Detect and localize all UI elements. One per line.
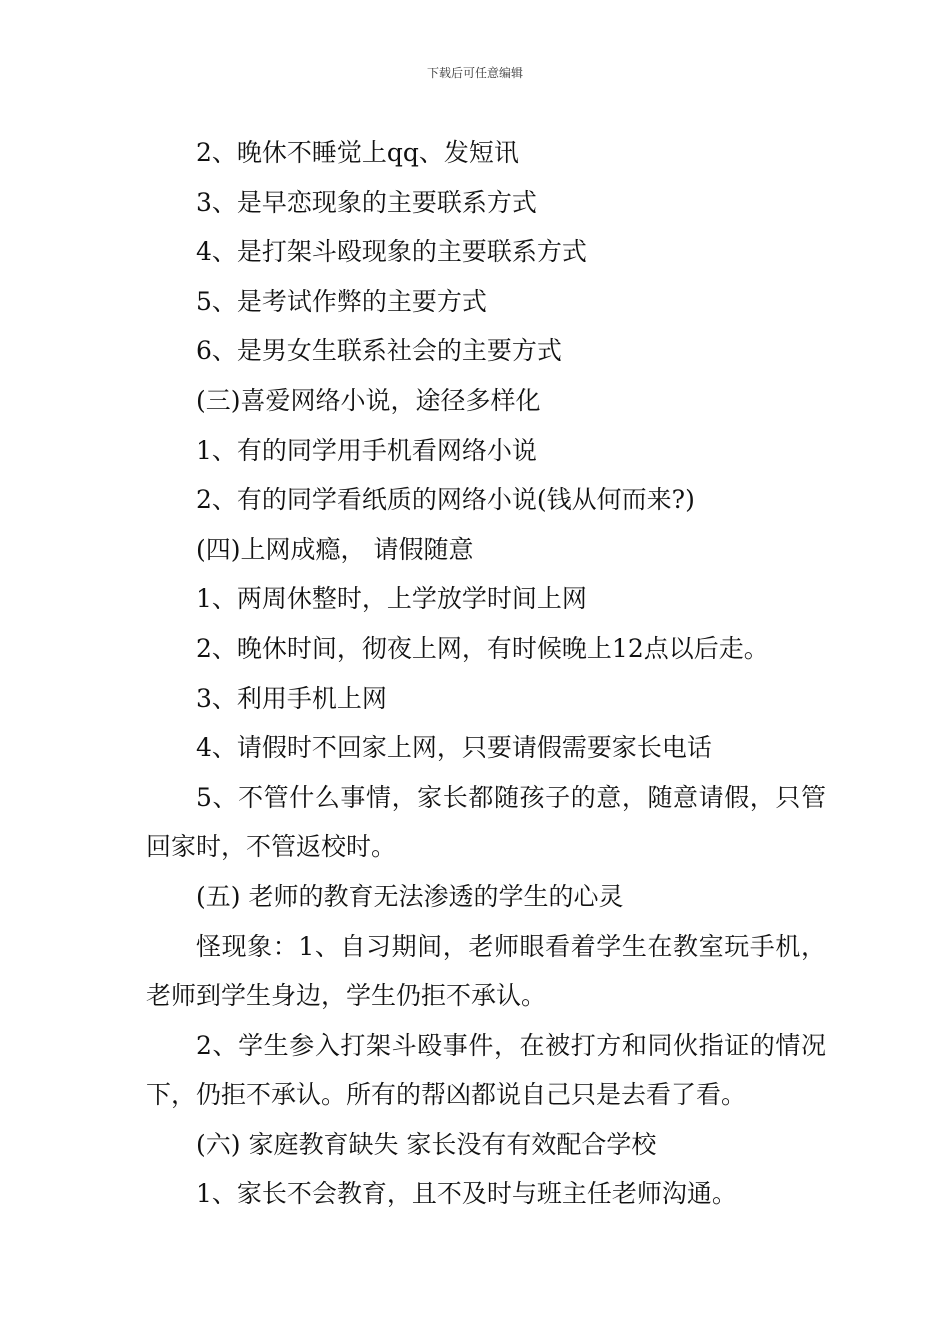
list-item: 3、利用手机上网 bbox=[196, 683, 387, 713]
list-item: 4、是打架斗殴现象的主要联系方式 bbox=[196, 237, 587, 267]
list-item: 6、是男女生联系社会的主要方式 bbox=[196, 336, 562, 366]
list-item: 2、晚休不睡觉上qq、发短讯 bbox=[196, 138, 519, 167]
section-heading: (五) 老师的教育无法渗透的学生的心灵 bbox=[196, 881, 624, 911]
page-header: 下载后可任意编辑 bbox=[426, 66, 523, 80]
list-item: 5、是考试作弊的主要方式 bbox=[196, 286, 487, 316]
paragraph-leave: 5、不管什么事情，家长都随孩子的意，随意请假，只管回家时，不管返校时。 bbox=[146, 782, 826, 862]
list-item: 1、家长不会教育，且不及时与班主任老师沟通。 bbox=[196, 1179, 737, 1209]
paragraph-strange: 怪现象：1、自习期间，老师眼看着学生在教室玩手机，老师到学生身边，学生仍拒不承认。 bbox=[146, 931, 826, 1011]
document-body bbox=[146, 128, 826, 1219]
list-item: 3、是早恋现象的主要联系方式 bbox=[196, 187, 537, 217]
list-item: 4、请假时不回家上网，只要请假需要家长电话 bbox=[196, 733, 712, 763]
section-heading: (三)喜爱网络小说，途径多样化 bbox=[196, 385, 541, 415]
section-heading: (四)上网成瘾， 请假随意 bbox=[196, 534, 474, 564]
list-item: 2、有的同学看纸质的网络小说(钱从何而来?) bbox=[196, 485, 695, 515]
list-item: 1、两周休整时，上学放学时间上网 bbox=[196, 584, 587, 614]
list-item: 1、有的同学用手机看网络小说 bbox=[196, 435, 537, 465]
section-heading: (六) 家庭教育缺失 家长没有有效配合学校 bbox=[196, 1129, 657, 1159]
list-item: 2、晚休时间，彻夜上网，有时候晚上12点以后走。 bbox=[196, 633, 769, 663]
paragraph-fight: 2、学生参入打架斗殴事件，在被打方和同伙指证的情况下，仍拒不承认。所有的帮凶都说自己只是去看了看。 bbox=[146, 1030, 826, 1110]
